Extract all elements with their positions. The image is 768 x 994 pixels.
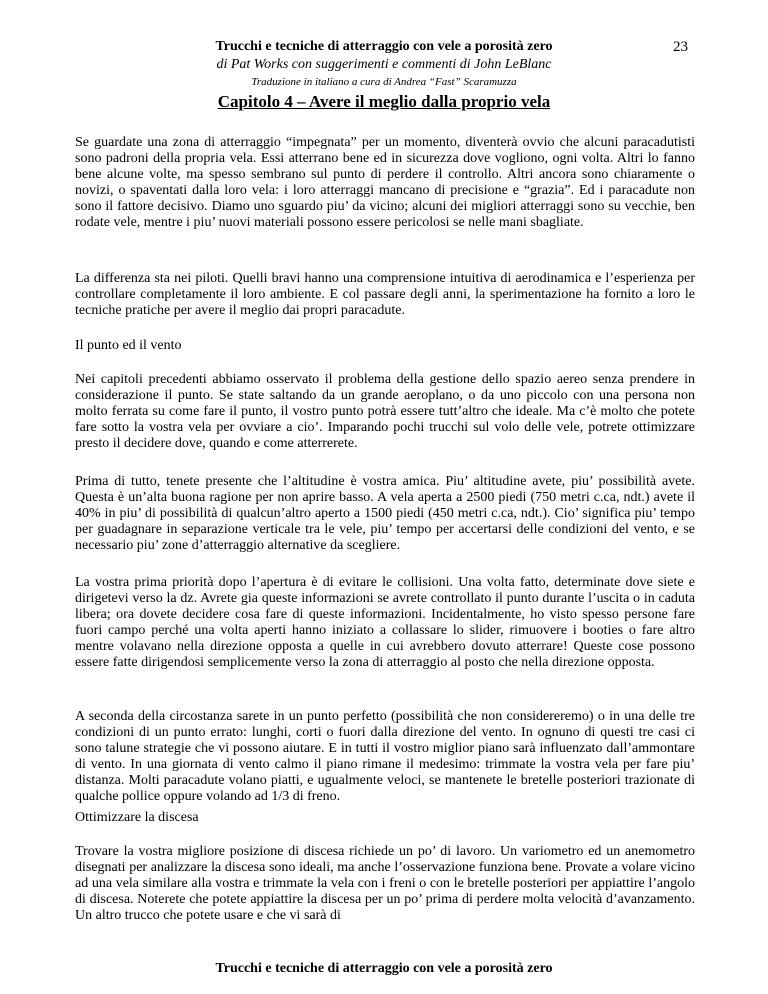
paragraph-1: Se guardate una zona di atterraggio “impegnata” per un momento, diventerà ovvio che alcuni paracadutisti sono padroni della propria vela. Essi atterrano bene ed in sicurezza dove vogliono, ogni volta. Altri lo fanno bene alcune volte, ma spesso sembrano sul punto di perdere il controllo. Altri ancora sono chiaramente o novizi, o spaventati dalla loro vela: i loro atterraggi mancano di precisione e “grazia”. Ed i paracadute non sono il fattore decisivo. Diamo uno sguardo piu’ da vicino; alcuni dei migliori atterraggi sono su vecchie, ben rodate vele, mentre i piu’ nuovi materiali possono essere pericolosi se nelle mani sbagliate. <box>75 135 695 230</box>
paragraph-4: Prima di tutto, tenete presente che l’altitudine è vostra amica. Piu’ altitudine avete, piu’ possibilità avete. Questa è un’alta buona ragione per non aprire basso. A vela aperta a 2500 piedi (750 metri c.ca, ndt.) avete il 40% in piu’ di possibilità di qualcun’altro aperto a 1500 piedi (450 metri c.ca, ndt.). Cio’ significa piu’ tempo per guadagnare in separazione verticale tra le vele, piu’ tempo per accertarsi delle condizioni del vento, e se necessario piu’ zone d’atterraggio alternative da scegliere. <box>75 474 695 553</box>
running-footer: Trucchi e tecniche di atterraggio con vele a porosità zero <box>215 961 553 976</box>
translation-credit: Traduzione in italiano a cura di Andrea “Fast” Scaramuzza <box>251 76 517 88</box>
paragraph-6: A seconda della circostanza sarete in un punto perfetto (possibilità che non considereremo) o in una delle tre condizioni di un punto errato: lunghi, corti o fuori dalla direzione del vento. In ognuno di questi tre casi ci sono talune strategie che vi possono aiutare. E in tutti il vostro miglior piano sarà influenzato dall’ammontare di vento. In una giornata di vento calmo il piano rimane il medesimo: trimmate la vostra vela per fare piu’ distanza. Molti paracadute volano piatti, e ugualmente veloci, se mantenete le bretelle posteriori trazionate di qualche pollice oppure volando ad 1/3 di freno. <box>75 709 695 804</box>
paragraph-2: La differenza sta nei piloti. Quelli bravi hanno una comprensione intuitiva di aerodinamica e l’esperienza per controllare completamente il loro ambiente. E col passare degli anni, la sperimentazione ha fornito a loro le tecniche pratiche per avere il meglio dai propri paracadute. <box>75 271 695 318</box>
page-number: 23 <box>673 39 688 55</box>
section-heading-punto-vento: Il punto ed il vento <box>75 338 182 353</box>
chapter-title: Capitolo 4 – Avere il meglio dalla proprio vela <box>217 92 551 111</box>
paragraph-3: Nei capitoli precedenti abbiamo osservato il problema della gestione dello spazio aereo senza prendere in considerazione il punto. Se state saltando da un grande aeroplano, o da uno piccolo con una persona non molto ferrata su come fare il punto, il vostro punto potrà essere tutt’altro che ideale. Ma c’è molto che potete fare sotto la vostra vela per ovviare a cio’. Imparando pochi trucchi sul volo delle vele, potrete ottimizzare presto il decidere dove, quando e come atterrerete. <box>75 372 695 451</box>
running-header-title: Trucchi e tecniche di atterraggio con vele a porosità zero <box>215 39 553 54</box>
section-heading-discesa: Ottimizzare la discesa <box>75 810 199 825</box>
paragraph-7: Trovare la vostra migliore posizione di discesa richiede un po’ di lavoro. Un variometro ed un anemometro disegnati per analizzare la discesa sono ideali, ma anche l’osservazione funziona bene. Provate a volare vicino ad una vela similare alla vostra e trimmate la vela con i freni o con le bretelle posteriori per appiattire l’angolo di discesa. Noterete che potete appiattire la discesa per un po’ prima di perdere molta velocità d’avanzamento. Un altro trucco che potete usare e che vi sarà di <box>75 844 695 923</box>
running-header-authors: di Pat Works con suggerimenti e commenti di John LeBlanc <box>216 57 552 72</box>
paragraph-5: La vostra prima priorità dopo l’apertura è di evitare le collisioni. Una volta fatto, determinate dove siete e dirigetevi verso la dz. Avrete gia queste informazioni se avrete controllato il punto durante l’uscita o in caduta libera; ora dovete decidere cosa fare di queste informazioni. Incidentalmente, ho visto spesso persone fare fuori campo perché una volta aperti hanno iniziato a collassare lo slider, rimuovere i booties o fare altro mentre volavano nella direzione opposta a quelle in cui avrebbero dovuto atterrare! Queste cose possono essere fatte dirigendosi semplicemente verso la zona di atterraggio al posto che nella direzione opposta. <box>75 575 695 670</box>
